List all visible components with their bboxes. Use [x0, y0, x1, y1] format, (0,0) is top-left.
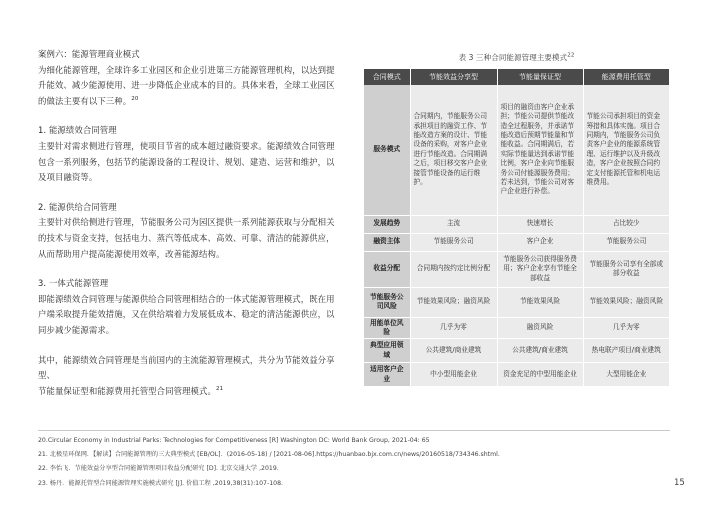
page-number: 15 — [674, 478, 685, 488]
section-heading: 2. 能源供给合同管理 — [38, 201, 117, 212]
contract-modes-table — [364, 69, 669, 387]
table-row — [364, 339, 669, 363]
table-cell: 几乎为零 — [583, 317, 669, 339]
section-heading: 3. 一体式能源管理 — [38, 278, 109, 289]
section-line: 从而帮助用户提高能源使用效率，改善能源结构。 — [38, 248, 225, 259]
table-caption: 表 3 三种合同能源管理主要模式$^{22}$ — [458, 52, 575, 62]
table-cell: 节能服务公司享有全部或部分收益 — [583, 251, 669, 287]
row-label: 典型应用领域 — [364, 339, 410, 363]
table-cell: 热电联产项目/商业建筑 — [583, 339, 669, 363]
table-row — [364, 251, 669, 287]
section-heading: 1. 能源绩效合同管理 — [38, 125, 117, 136]
table-cell: 合同期内，节能服务公司承担项目的融资工作、节能改造方案的设计、节能设备的采购，对客户企业进行节能改造。合同期满之后，项目移交客户企业接管节能设备的运行维护。 — [410, 85, 497, 215]
footnote-divider — [38, 430, 670, 431]
section-line: 户端采取提升能效措施，又在供给端着力发展低成本、稳定的清洁能源供应，以 — [38, 309, 335, 320]
table-cell: 公共建筑/商业建筑 — [410, 339, 497, 363]
section-line: 主要针对需求侧进行管理，使项目节省的成本超过融资要求。能源绩效合同管理 — [38, 140, 335, 151]
table-row — [364, 215, 669, 233]
row-label: 收益分配 — [364, 251, 410, 287]
row-label: 适用客户企业 — [364, 363, 410, 387]
table-cell: 节能效果风险 — [497, 287, 583, 317]
table-row — [364, 363, 669, 387]
table-cell: 合同期内按约定比例分配 — [410, 251, 497, 287]
footnote: 23. 杨丹．能源托管型合同能源管理实施模式研究 [J]. 价值工程 ,2019,38(31):107-108. — [38, 479, 283, 487]
intro-line: 升能效、减少能源使用、进一步降低企业成本的目的。具体来看，全球工业园区 — [38, 80, 335, 91]
table-header: 合同模式 — [364, 69, 410, 85]
table-header: 节能量保证型 — [497, 69, 583, 85]
row-label: 发展趋势 — [364, 215, 410, 233]
table-cell: 资金充足的中型用能企业 — [497, 363, 583, 387]
table-cell: 节能服务公司获得服务费用；客户企业享有节能全部收益 — [497, 251, 583, 287]
table-row — [364, 317, 669, 339]
table-cell: 公共建筑/商业建筑 — [497, 339, 583, 363]
section-line: 即能源绩效合同管理与能源供给合同管理相结合的一体式能源管理模式，既在用 — [38, 293, 335, 304]
table-row — [364, 233, 669, 251]
section-line: 同步减少能源需求。 — [38, 324, 115, 335]
intro-line: 的做法主要有以下三种。$^{20}$ — [38, 95, 139, 106]
table-row — [364, 85, 669, 215]
footnote: 22. 李怡飞．节能效益分享型合同能源管理项目收益分配研究 [D]. 北京交通大学 ,2019. — [38, 465, 279, 473]
table-cell: 主流 — [410, 215, 497, 233]
footnote: 20.Circular Economy in Industrial Parks: Technologies for Competitiveness [R] Washington DC: World Bank Group, 2021-04: 65 — [38, 437, 430, 444]
row-label: 融资主体 — [364, 233, 410, 251]
footnote: 21. 北极星环保网．【解读】合同能源管理的三大典型模式 [EB/OL]．(2016-05-18) / [2021-08-06].https://huanbao.bjx.com.cn/news/20160518/734346.shtml. — [38, 451, 500, 459]
table-cell: 节能效果风险；融资风险 — [410, 287, 497, 317]
table-cell: 项目的融资由客户企业承担；节能公司提供节能改造全过程服务，并承诺节能改造后预期节能量和节能收益。合同期满后，若实际节能量达到承诺节能比例，客户企业向节能服务公司付能源服务费用；若未达到，节能公司对客户企业进行补偿。 — [497, 85, 583, 215]
table-cell: 占比较少 — [583, 215, 669, 233]
footnote-ref: 20 — [131, 95, 139, 102]
table-header: 节能效益分享型 — [410, 69, 497, 85]
footnotes — [38, 434, 658, 491]
table-row — [364, 287, 669, 317]
table-body — [364, 85, 669, 387]
section-line: 主要针对供给侧进行管理，节能服务公司为园区提供一系列能源获取与分配相关 — [38, 217, 335, 228]
section-line: 的技术与资金支持，包括电力、蒸汽等低成本、高效、可靠、清洁的能源供应， — [38, 232, 335, 243]
section-line: 包含一系列服务，包括节约能源设备的工程设计、规划、建造、运营和维护，以 — [38, 156, 335, 167]
intro-line: 为细化能源管理，全球许多工业园区和企业引进第三方能源管理机构，以达到提 — [38, 64, 335, 75]
footnote-ref: 22 — [567, 52, 575, 59]
table-cell: 节能公司承担项目的资金筹措和具体实施。项目合同期内，节能服务公司负责客户企业的能源系统管理、运行维护以及升级改造，客户企业按照合同约定支付能源托管和机电运维费用。 — [583, 85, 669, 215]
table-cell: 节能服务公司 — [410, 233, 497, 251]
table-cell: 融资风险 — [497, 317, 583, 339]
table-panel — [364, 52, 669, 387]
table-header-row — [364, 69, 669, 85]
table-cell: 大型用能企业 — [583, 363, 669, 387]
row-label: 服务模式 — [364, 85, 410, 215]
table-cell: 几乎为零 — [410, 317, 497, 339]
body-text — [38, 47, 343, 399]
closing-line: 其中，能源绩效合同管理是当前国内的主流能源管理模式，共分为节能效益分享型、 — [38, 354, 335, 381]
table-cell: 中小型用能企业 — [410, 363, 497, 387]
closing-line: 节能量保证型和能源费用托管型合同管理模式。$^{21}$ — [38, 385, 224, 396]
table-header: 能源费用托管型 — [583, 69, 669, 85]
table-cell: 快速增长 — [497, 215, 583, 233]
table-cell: 节能效果风险；融资风险 — [583, 287, 669, 317]
footnote-ref: 21 — [215, 385, 224, 392]
section-line: 及项目融资等。 — [38, 172, 98, 183]
row-label: 节能服务公司风险 — [364, 287, 410, 317]
table-cell: 客户企业 — [497, 233, 583, 251]
case-title: 案例六：能源管理商业模式 — [38, 49, 140, 59]
row-label: 用能单位风险 — [364, 317, 410, 339]
table-cell: 节能服务公司 — [583, 233, 669, 251]
